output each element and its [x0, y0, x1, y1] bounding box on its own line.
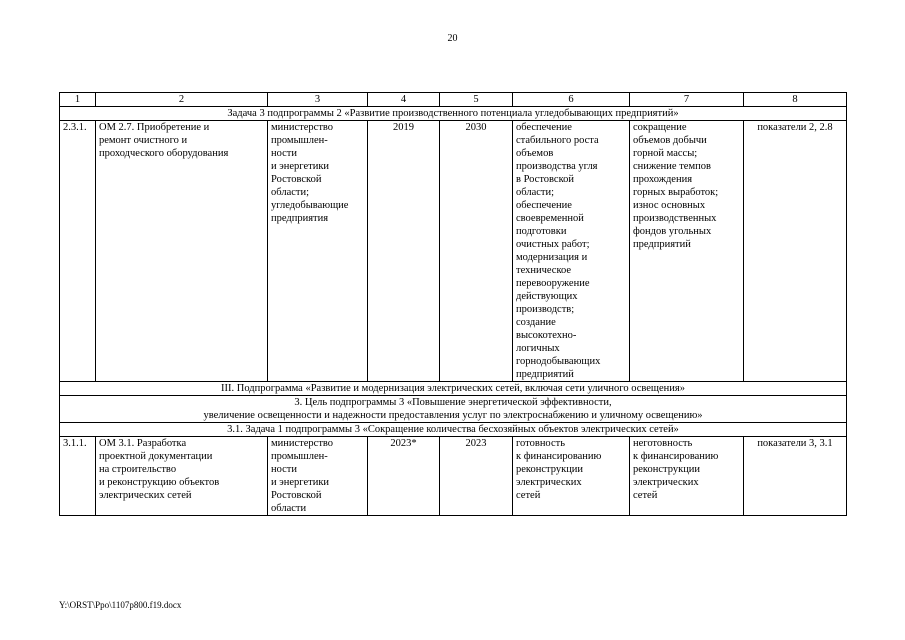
column-number: 4 [368, 93, 440, 107]
subprogram-heading: III. Подпрограмма «Развитие и модернизация электрических сетей, включая сети уличного освещения» [60, 382, 847, 396]
column-number: 1 [60, 93, 96, 107]
expected-result: обеспечение стабильного роста объемов производства угля в Ростовской области; обеспечение своевременной подготовки очистных работ; модернизация и техническое перевооружение действующих производств; создание высокотехно- логичных горнодобывающих предприятий [513, 121, 630, 382]
section-row [60, 382, 847, 396]
executor: министерство промышлен- ности и энергетики Ростовской области [268, 437, 368, 516]
table-row [60, 121, 847, 382]
page-number: 20 [447, 33, 458, 44]
column-numbers-row [60, 93, 847, 107]
start-year: 2023* [368, 437, 440, 516]
indicators: показатели 3, 3.1 [744, 437, 847, 516]
footer-file-path: Y:\ORST\Ppo\1107p800.f19.docx [59, 600, 182, 610]
column-number: 7 [630, 93, 744, 107]
measure-name: ОМ 2.7. Приобретение и ремонт очистного и проходческого оборудования [96, 121, 268, 382]
table-row [60, 437, 847, 516]
section-row [60, 107, 847, 121]
goal-heading: 3. Цель подпрограммы 3 «Повышение энергетической эффективности, увеличение освещенности и надежности предоставления услуг по электроснабжению и уличному освещению» [60, 396, 847, 423]
program-table [59, 92, 847, 516]
measure-name: ОМ 3.1. Разработка проектной документации на строительство и реконструкцию объектов электрических сетей [96, 437, 268, 516]
end-year: 2030 [440, 121, 513, 382]
column-number: 5 [440, 93, 513, 107]
end-year: 2023 [440, 437, 513, 516]
row-number: 2.3.1. [60, 121, 96, 382]
row-number: 3.1.1. [60, 437, 96, 516]
column-number: 8 [744, 93, 847, 107]
column-number: 2 [96, 93, 268, 107]
start-year: 2019 [368, 121, 440, 382]
section-row [60, 423, 847, 437]
task-heading: 3.1. Задача 1 подпрограммы 3 «Сокращение количества бесхозяйных объектов электрических сетей» [60, 423, 847, 437]
executor: министерство промышлен- ности и энергетики Ростовской области; угледобывающие предприятия [268, 121, 368, 382]
section-row [60, 396, 847, 423]
indicators: показатели 2, 2.8 [744, 121, 847, 382]
task-heading: Задача 3 подпрограммы 2 «Развитие производственного потенциала угледобывающих предприятий» [60, 107, 847, 121]
column-number: 3 [268, 93, 368, 107]
column-number: 6 [513, 93, 630, 107]
non-implementation-consequences: сокращение объемов добычи горной массы; снижение темпов прохождения горных выработок; износ основных производственных фондов угольных предприятий [630, 121, 744, 382]
expected-result: готовность к финансированию реконструкции электрических сетей [513, 437, 630, 516]
non-implementation-consequences: неготовность к финансированию реконструкции электрических сетей [630, 437, 744, 516]
